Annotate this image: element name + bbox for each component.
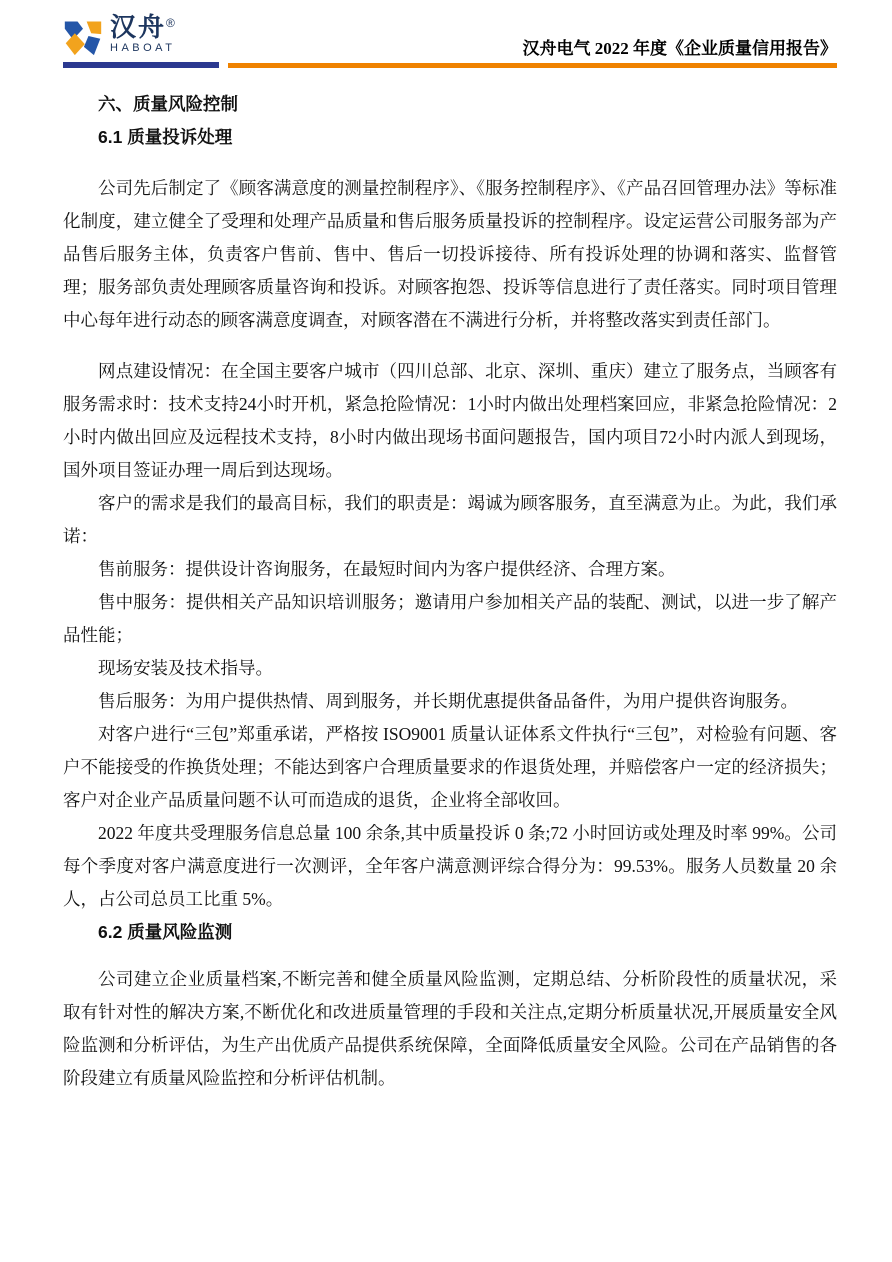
logo-cn-label: 汉舟	[110, 12, 167, 42]
paragraph-presale-service: 售前服务：提供设计咨询服务，在最短时间内为客户提供经济、合理方案。	[98, 559, 676, 579]
section-heading: 六、质量风险控制	[98, 94, 238, 114]
paragraph-aftersale-service: 售后服务：为用户提供热情、周到服务，并长期优惠提供备品备件，为用户提供咨询服务。	[98, 691, 798, 711]
header-rule-orange-segment	[228, 63, 837, 68]
haboat-logo-icon	[63, 14, 103, 58]
paragraph-customer-needs: 客户的需求是我们的最高目标，我们的职责是：竭诚为顾客服务，直至满意为止。为此，我们承诺：	[63, 493, 837, 546]
logo-registered-mark: ®	[166, 16, 175, 30]
paragraph-three-guarantees: 对客户进行“三包”郑重承诺，严格按 ISO9001 质量认证体系文件执行“三包”，对检验有问题、客户不能接受的作换货处理；不能达到客户合理质量要求的作退货处理，并赔偿客户一定的经济损失；客户对企业产品质量问题不认可而造成的退货，企业将全部收回。	[63, 724, 837, 810]
paragraph-service-network: 网点建设情况：在全国主要客户城市（四川总部、北京、深圳、重庆）建立了服务点，当顾客有服务需求时：技术支持24小时开机，紧急抢险情况：1小时内做出处理档案回应，非紧急抢险情况：2小时内做出回应及远程技术支持，8小时内做出现场书面问题报告，国内项目72小时内派人到现场，国外项目签证办理一周后到达现场。	[63, 361, 837, 480]
paragraph-complaint-procedures: 公司先后制定了《顾客满意度的测量控制程序》、《服务控制程序》、《产品召回管理办法》等标准化制度，建立健全了受理和处理产品质量和售后服务质量投诉的控制程序。设定运营公司服务部为产品售后服务主体，负责客户售前、售中、售后一切投诉接待、所有投诉处理的协调和落实、监督管理；服务部负责处理顾客质量咨询和投诉。对顾客抱怨、投诉等信息进行了责任落实。同时项目管理中心每年进行动态的顾客满意度调查，对顾客潜在不满进行分析，并将整改落实到责任部门。	[63, 178, 837, 330]
paragraph-2022-service-stats: 2022 年度共受理服务信息总量 100 余条,其中质量投诉 0 条;72 小时回访或处理及时率 99%。公司每个季度对客户满意度进行一次测评，全年客户满意测评综合得分为：99.53%。服务人员数量 20 余人，占公司总员工比重 5%。	[63, 823, 837, 909]
report-body	[0, 68, 892, 1095]
report-header-title: 汉舟电气 2022 年度《企业质量信用报告》	[522, 39, 837, 58]
header-rule-blue-segment	[63, 62, 219, 68]
logo-text	[110, 14, 175, 54]
subsection-heading-6-1: 6.1 质量投诉处理	[98, 127, 233, 147]
paragraph-risk-monitoring: 公司建立企业质量档案,不断完善和健全质量风险监测，定期总结、分析阶段性的质量状况，采取有针对性的解决方案,不断优化和改进质量管理的手段和关注点,定期分析质量状况,开展质量安全风险监测和分析评估，为生产出优质产品提供系统保障，全面降低质量安全风险。公司在产品销售的各阶段建立有质量风险监控和分析评估机制。	[63, 969, 837, 1088]
header-rule	[63, 62, 837, 68]
paragraph-onsite-install: 现场安装及技术指导。	[98, 658, 273, 678]
subsection-heading-6-2: 6.2 质量风险监测	[98, 922, 233, 942]
page-header	[0, 0, 892, 68]
logo-en-text: HABOAT	[110, 42, 176, 54]
logo-cn-text	[110, 14, 175, 40]
paragraph-midsale-service: 售中服务：提供相关产品知识培训服务；邀请用户参加相关产品的装配、测试，以进一步了解产品性能；	[63, 592, 837, 645]
